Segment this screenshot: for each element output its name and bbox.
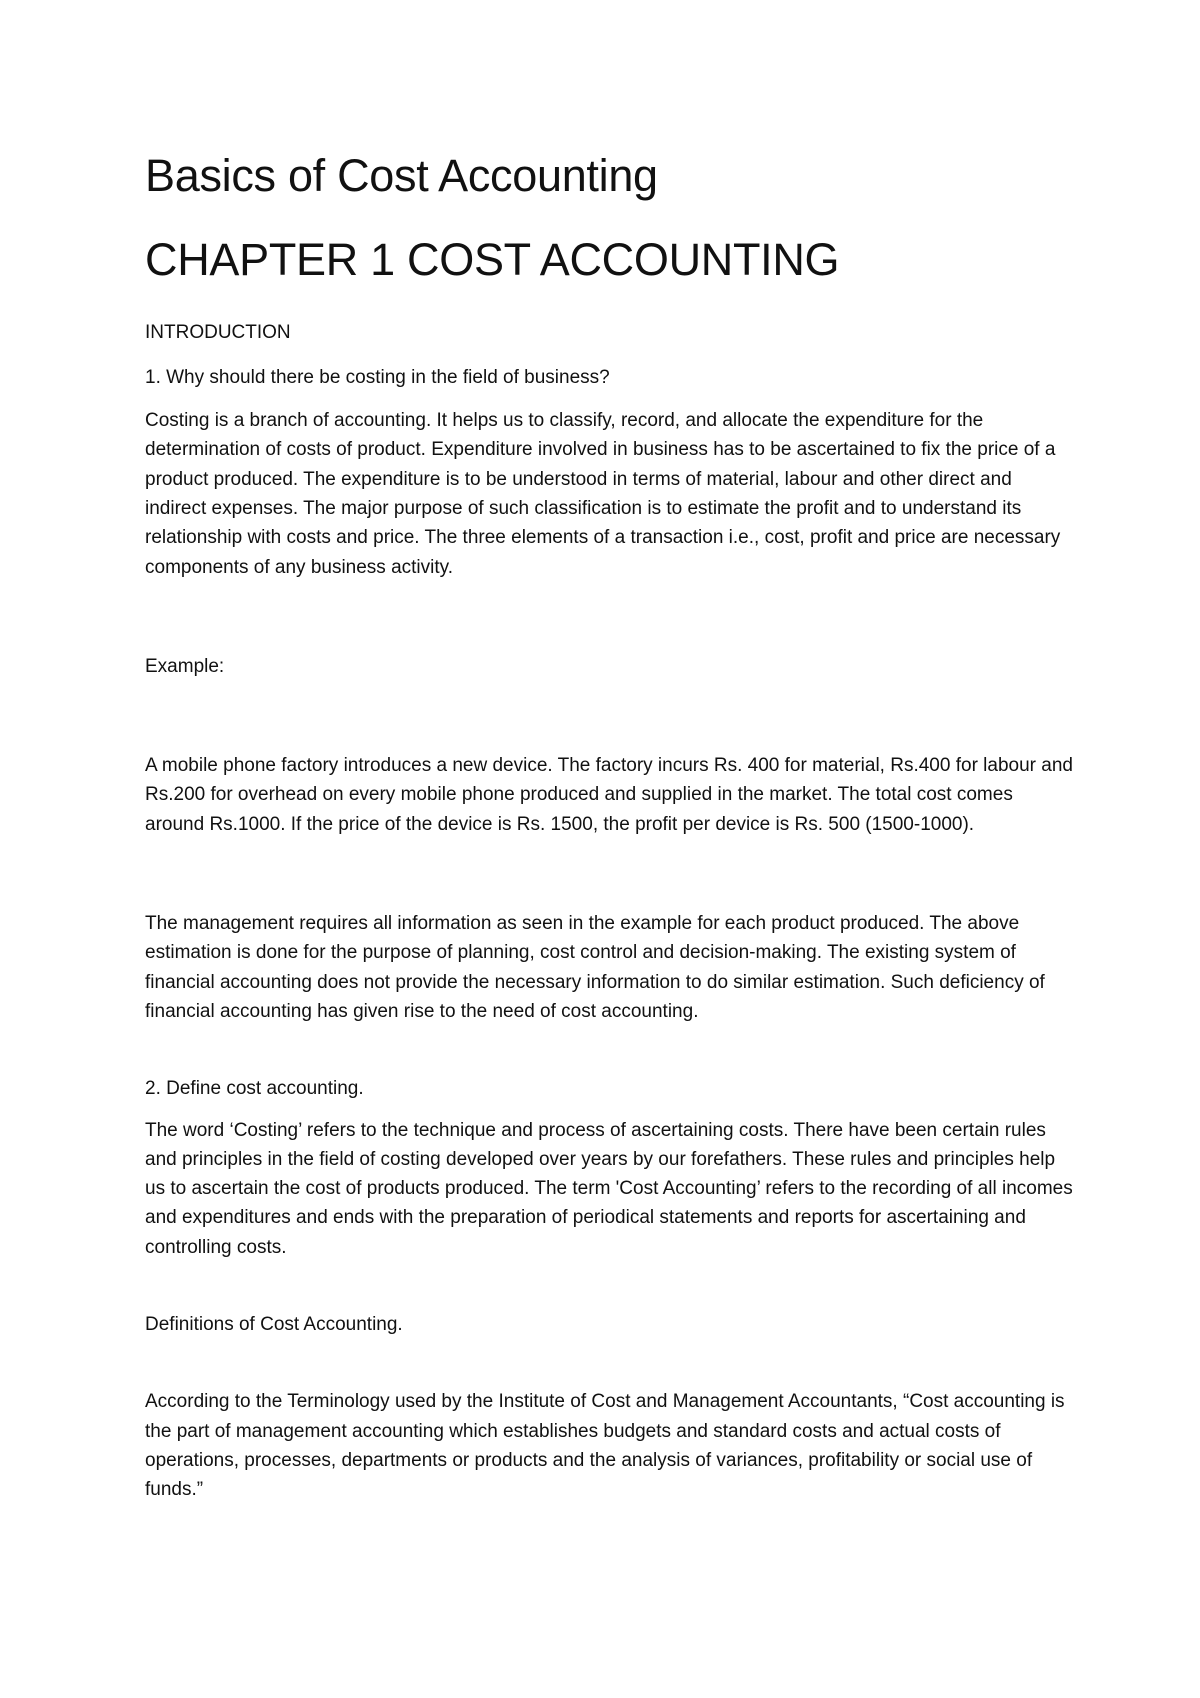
example-label: Example: [145, 655, 225, 677]
paragraph-icma-definition: According to the Terminology used by the Institute of Cost and Management Accountants, “Cost accounting is the part of management accounting which establishes budgets and standard costs and actual costs of operations, processes, departments or products and the analysis of variances, profitability or social use of funds.” [145, 1391, 1065, 1501]
question-2: 2. Define cost accounting. [145, 1078, 364, 1100]
chapter-heading: CHAPTER 1 COST ACCOUNTING [145, 233, 840, 285]
introduction-label: INTRODUCTION [145, 321, 291, 343]
definitions-label: Definitions of Cost Accounting. [145, 1314, 403, 1336]
paragraph-costing-branch: Costing is a branch of accounting. It helps us to classify, record, and allocate the expenditure for the determination of costs of product. Expenditure involved in business has to be ascertained to fix the price of a product produced. The expenditure is to be understood in terms of material, labour and other direct and indirect expenses. The major purpose of such classification is to estimate the profit and to understand its relationship with costs and price. The three elements of a transaction i.e., cost, profit and price are necessary components of any business activity. [145, 410, 1061, 578]
document-content [145, 150, 1075, 1515]
document-title: Basics of Cost Accounting [145, 150, 658, 201]
paragraph-costing-definition: The word ‘Costing’ refers to the technique and process of ascertaining costs. There have been certain rules and principles in the field of costing developed over years by our forefathers. These rules and principles help us to ascertain the cost of products produced. The term 'Cost Accounting’ refers to the recording of all incomes and expenditures and ends with the preparation of periodical statements and reports for ascertaining and controlling costs. [145, 1119, 1073, 1258]
question-1: 1. Why should there be costing in the field of business? [145, 366, 610, 388]
paragraph-management: The management requires all information as seen in the example for each product produced. The above estimation is done for the purpose of planning, cost control and decision-making. The existing system of financial accounting does not provide the necessary information to do similar estimation. Such deficiency of financial accounting has given rise to the need of cost accounting. [145, 913, 1045, 1022]
example-text: A mobile phone factory introduces a new device. The factory incurs Rs. 400 for material, Rs.400 for labour and Rs.200 for overhead on every mobile phone produced and supplied in the market. The total cost comes around Rs.1000. If the price of the device is Rs. 1500, the profit per device is Rs. 500 (1500-1000). [145, 755, 1073, 835]
